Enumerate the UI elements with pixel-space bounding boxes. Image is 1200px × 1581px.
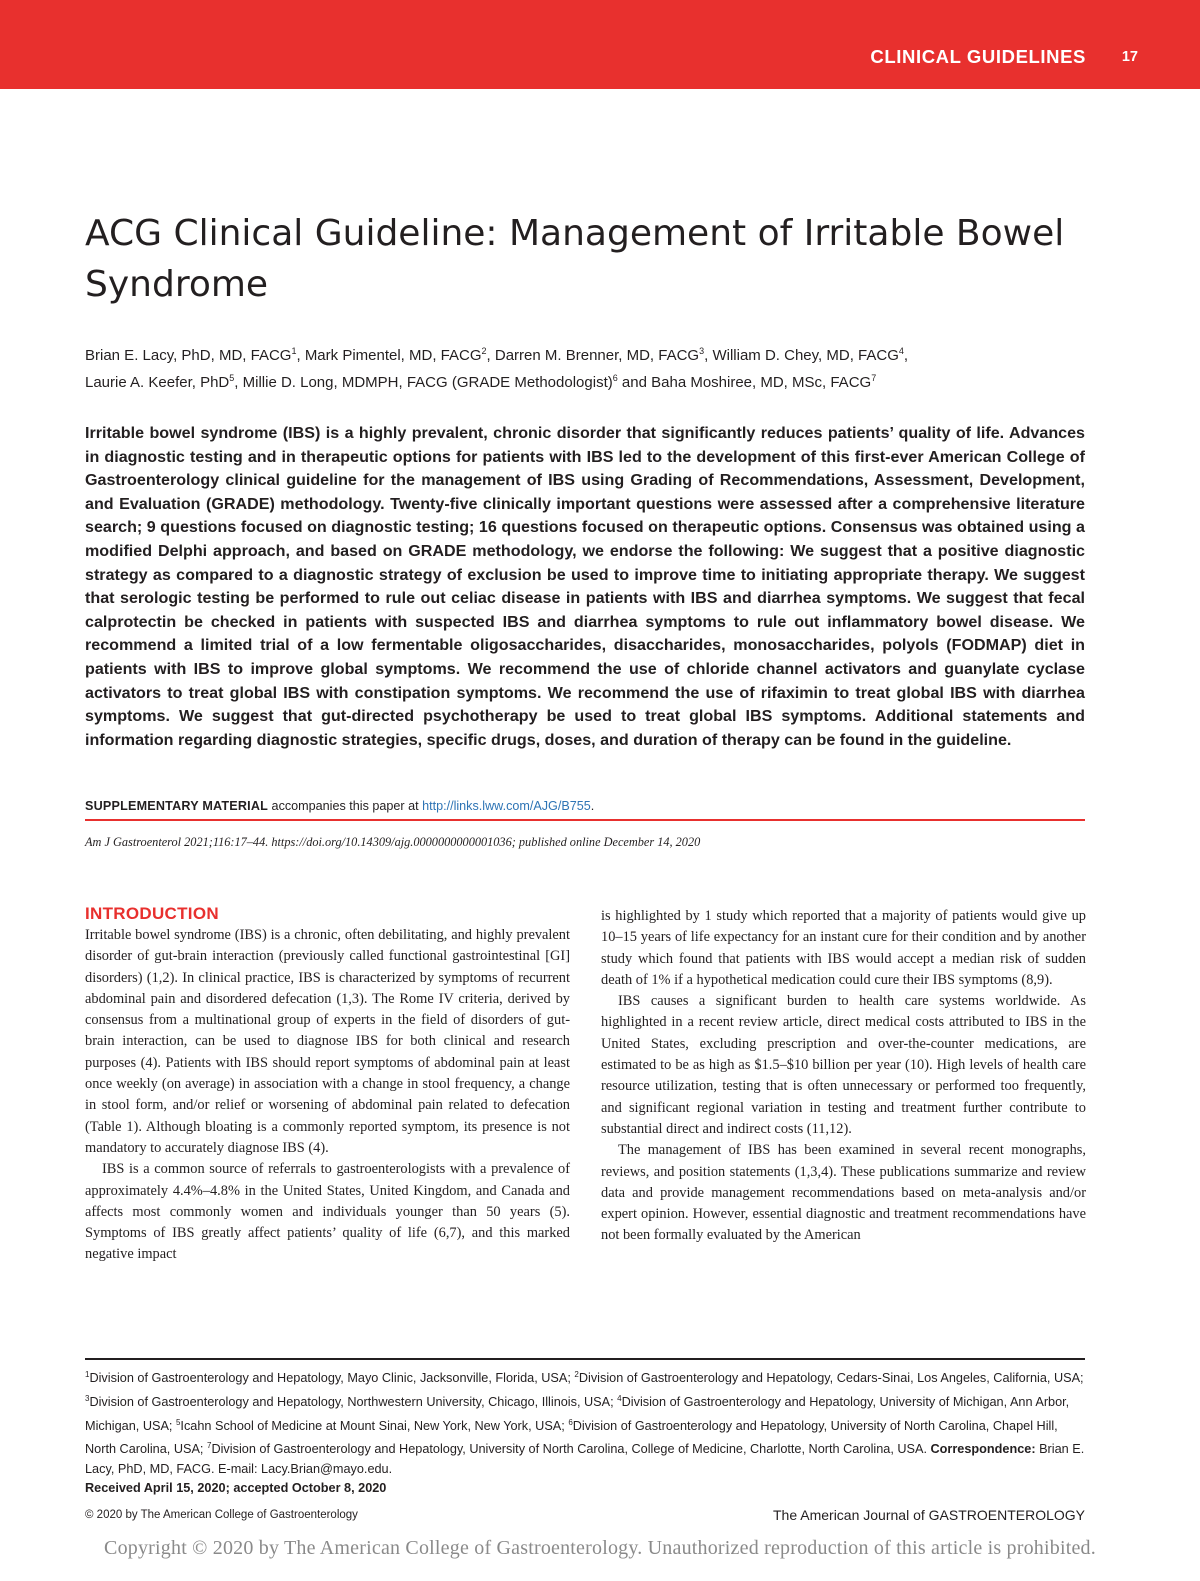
citation-line: Am J Gastroenterol 2021;116:17–44. https://doi.org/10.14309/ajg.0000000000001036; published online December 14, 2020 — [85, 835, 701, 849]
correspondence-label: Correspondence: — [930, 1442, 1036, 1457]
author-name: William D. Chey, MD, FACG — [712, 347, 899, 364]
page-number: 17 — [1121, 49, 1138, 65]
author-separator: , — [296, 347, 305, 364]
affiliations — [85, 1365, 1085, 1498]
author-name: Baha Moshiree, MD, MSc, FACG — [651, 374, 872, 391]
author-separator: , — [486, 347, 495, 364]
author-separator: , — [903, 347, 909, 364]
supplementary-end: . — [590, 799, 595, 813]
left-column — [85, 903, 570, 1266]
paragraph: IBS is a common source of referrals to gastroenterologists with a prevalence of approximately 4.4%–4.8% in the United States, United Kingdom, and Canada and affects most commonly women and individuals younger than 50 years (5). Symptoms of IBS greatly affect patients’ quality of life (6,7), and this marked negative impact — [85, 1161, 570, 1263]
author-separator: and — [617, 374, 652, 391]
abstract-divider — [85, 819, 1085, 821]
right-column — [601, 906, 1086, 1247]
paragraph: Irritable bowel syndrome (IBS) is a chronic, often debilitating, and highly prevalent disorder of gut-brain interaction (previously called functional gastrointestinal [GI] disorders) (1,2). In clinical practice, IBS is characterized by symptoms of recurrent abdominal pain and disordered defecation (1,3). The Rome IV criteria, derived by consensus from a multinational group of experts in the field of disorders of gut-brain interaction, can be used to diagnose IBS for both clinical and research purposes (4). Patients with IBS should report symptoms of abdominal pain at least once weekly (on average) in association with a change in stool frequency, a change in stool form, and/or relief or worsening of abdominal pain related to defecation (Table 1). Although bloating is a commonly reported symptom, its presence is not mandatory to accurately diagnose IBS (4). — [85, 927, 570, 1156]
correspondence-text: Brian E. Lacy, PhD, MD, FACG. E-mail: Lacy.Brian@mayo.edu. — [85, 1442, 1085, 1476]
header-bar — [0, 0, 1200, 89]
author-affiliation-mark: 7 — [871, 373, 877, 383]
author-affiliation-mark: 2 — [481, 346, 487, 356]
supplementary-text: accompanies this paper at — [268, 799, 423, 813]
author-name: Brian E. Lacy, PhD, MD, FACG — [85, 347, 292, 364]
supplementary-note — [85, 798, 1085, 814]
section-heading: INTRODUCTION — [85, 904, 219, 923]
paragraph: The management of IBS has been examined in several recent monographs, reviews, and position statements (1,3,4). These publications summarize and review data and provide management recommendations based on meta-analysis and/or expert opinion. However, essential diagnostic and treatment recommendations have not been formally evaluated by the American — [601, 1142, 1086, 1244]
author-affiliation-mark: 1 — [291, 346, 297, 356]
supplementary-link[interactable]: http://links.lww.com/AJG/B755 — [422, 799, 591, 813]
author-affiliation-mark: 5 — [229, 373, 235, 383]
article-title: ACG Clinical Guideline: Management of Irritable Bowel Syndrome — [85, 213, 1065, 305]
affiliation-text: Icahn School of Medicine at Mount Sinai, New York, New York, USA; — [180, 1418, 569, 1433]
affiliation-text: Division of Gastroenterology and Hepatology, University of North Carolina, Chapel Hill, North Carolina, USA; — [85, 1418, 1058, 1457]
affiliation-mark: 6 — [568, 1417, 573, 1427]
footer-journal-name: The American Journal of GASTROENTEROLOGY — [773, 1507, 1085, 1523]
author-affiliation-mark: 3 — [699, 346, 705, 356]
section-label: CLINICAL GUIDELINES — [870, 46, 1086, 67]
affiliation-mark: 7 — [207, 1440, 212, 1450]
affiliation-text: Division of Gastroenterology and Hepatology, Cedars-Sinai, Los Angeles, California, USA; — [578, 1371, 1084, 1386]
author-affiliation-mark: 6 — [612, 373, 618, 383]
footer-copyright-left: © 2020 by The American College of Gastroenterology — [85, 1509, 358, 1521]
affiliation-mark: 2 — [574, 1370, 579, 1379]
affiliation-text: Division of Gastroenterology and Hepatology, University of North Carolina, College of Medicine, Charlotte, North Carolina, USA. — [211, 1442, 931, 1457]
affiliation-text: Division of Gastroenterology and Hepatology, Northwestern University, Chicago, Illinois, USA; — [89, 1394, 618, 1409]
affiliation-mark: 3 — [85, 1393, 90, 1403]
affiliation-text: Division of Gastroenterology and Hepatology, Mayo Clinic, Jacksonville, Florida, USA; — [89, 1371, 575, 1386]
copyright-notice: Copyright © 2020 by The American College of Gastroenterology. Unauthorized reproduction of this article is prohibited. — [104, 1537, 1096, 1559]
affiliation-text: Division of Gastroenterology and Hepatology, University of Michigan, Ann Arbor, Michigan, USA; — [85, 1394, 1070, 1433]
affiliation-mark: 4 — [617, 1393, 622, 1403]
affiliation-mark: 5 — [175, 1417, 181, 1427]
abstract: Irritable bowel syndrome (IBS) is a highly prevalent, chronic disorder that significantly reduces patients’ quality of life. Advances in diagnostic testing and in therapeutic options for patients with IBS led to the development of this first-ever American College of Gastroenterology clinical guideline for the management of IBS using Grading of Recommendations, Assessment, Development, and Evaluation (GRADE) methodology. Twenty-five clinically important questions were assessed after a comprehensive literature search; 9 questions focused on diagnostic testing; 16 questions focused on therapeutic options. Consensus was obtained using a modified Delphi approach, and based on GRADE methodology, we endorse the following: We suggest that a positive diagnostic strategy as compared to a diagnostic strategy of exclusion be used to improve time to initiating appropriate therapy. We suggest that serologic testing be performed to rule out celiac disease in patients with IBS and diarrhea symptoms. We suggest that fecal calprotectin be checked in patients with suspected IBS and diarrhea symptoms to rule out inflammatory bowel disease. We recommend a limited trial of a low fermentable oligosaccharides, disaccharides, monosaccharides, polyols (FODMAP) diet in patients with IBS to improve global symptoms. We recommend the use of chloride channel activators and guanylate cyclase activators to treat global IBS with constipation symptoms. We recommend the use of rifaximin to treat global IBS with diarrhea symptoms. We suggest that gut-directed psychotherapy be used to treat global IBS symptoms. Additional statements and information regarding diagnostic strategies, specific drugs, doses, and duration of therapy can be found in the guideline. — [85, 424, 1085, 749]
supplementary-label: SUPPLEMENTARY MATERIAL — [85, 799, 269, 813]
author-name: Mark Pimentel, MD, FACG — [304, 347, 482, 364]
affiliation-mark: 1 — [85, 1370, 90, 1379]
paragraph: IBS causes a significant burden to health care systems worldwide. As highlighted in a recent review article, direct medical costs attributed to IBS in the United States, excluding prescription and over-the-counter medications, are estimated to be as high as $1.5–$10 billion per year (10). High levels of health care resource utilization, testing that is often unnecessary or performed too frequently, and significant regional variation in testing and treatment further contribute to substantial direct and indirect costs (11,12). — [601, 993, 1086, 1137]
paragraph: is highlighted by 1 study which reported that a majority of patients would give up 10–15 years of life expectancy for an instant cure for their condition and by another study which found that patients with IBS would accept a median risk of sudden death of 1% if a hypothetical medication could cure their IBS symptoms (8,9). — [601, 908, 1086, 988]
author-name: Laurie A. Keefer, PhD — [85, 374, 230, 391]
received-dates: Received April 15, 2020; accepted October 8, 2020 — [85, 1480, 387, 1495]
author-list — [85, 340, 1095, 394]
author-name: Millie D. Long, MDMPH, FACG (GRADE Methodologist) — [242, 374, 613, 391]
author-name: Darren M. Brenner, MD, FACG — [494, 347, 700, 364]
author-separator: , — [234, 374, 243, 391]
author-separator: , — [704, 347, 713, 364]
author-affiliation-mark: 4 — [898, 346, 904, 356]
affiliations-divider — [85, 1358, 1085, 1360]
